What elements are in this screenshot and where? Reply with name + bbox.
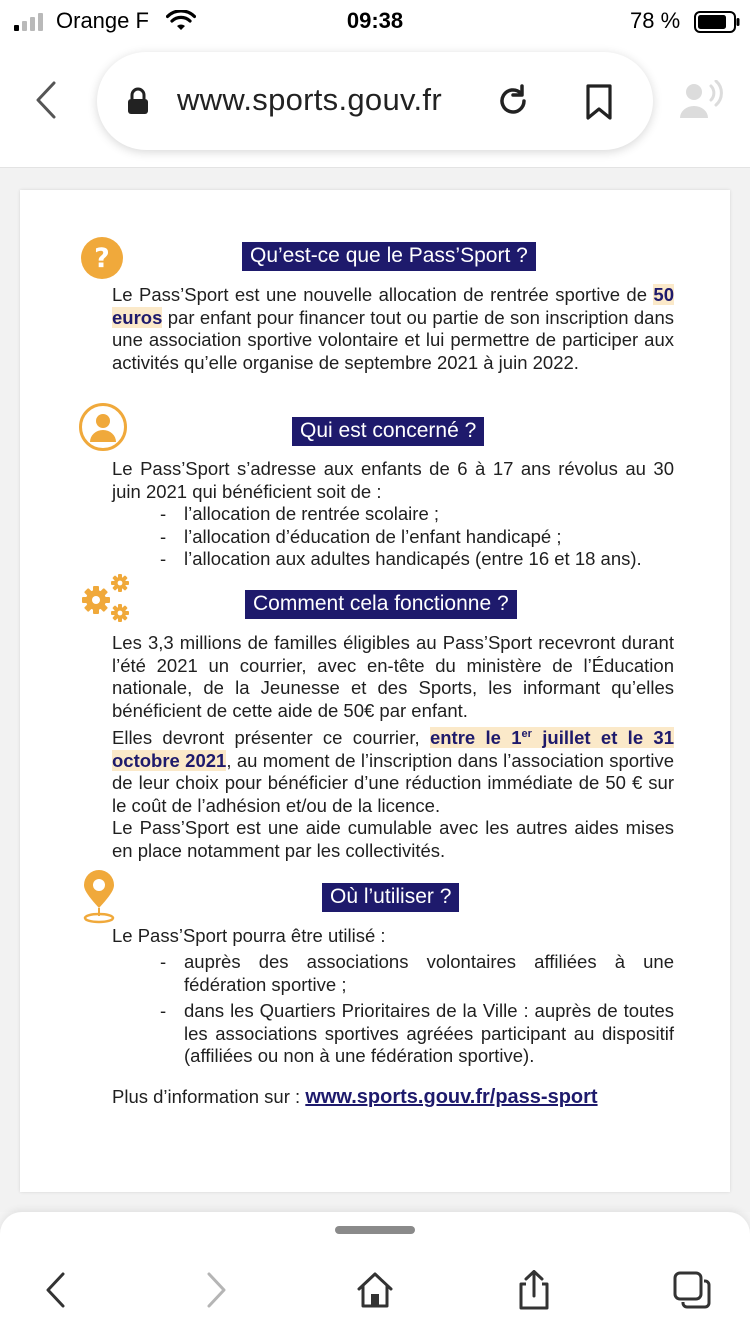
section-heading-how: Comment cela fonctionne ? <box>245 590 517 619</box>
highlight-amount: 50 euros <box>112 284 674 328</box>
battery-icon <box>694 11 740 33</box>
share-icon[interactable] <box>514 1270 554 1310</box>
section-heading-where: Où l’utiliser ? <box>322 883 459 912</box>
more-info-line <box>112 1086 674 1109</box>
superscript: er <box>521 728 532 740</box>
section-text-how-1: Les 3,3 millions de familles éligibles au Pass’Sport recevront durant l’été 2021 un courrier, avec en-tête du ministère de l’Éducation nationale, de la Jeunesse et des Sports, les informant qu’elles bénéficient de cette aide de 50€ par enfant. <box>112 632 674 721</box>
status-bar <box>0 0 750 44</box>
section-heading-who: Qui est concerné ? <box>292 417 484 446</box>
gears-icon <box>78 570 134 626</box>
clock-time: 09:38 <box>346 8 404 33</box>
home-icon[interactable] <box>355 1270 395 1310</box>
lock-icon <box>127 87 149 115</box>
question-circle-icon <box>80 236 124 280</box>
list-item: - dans les Quartiers Prioritaires de la Ville : auprès de toutes les associations sportives agréées participant au dispositif (affiliées ou non à une fédération sportive). <box>160 1000 674 1068</box>
section-text-how-3: Le Pass’Sport est une aide cumulable avec les autres aides mises en place notamment par les collectivités. <box>112 817 674 861</box>
address-bar[interactable] <box>97 52 653 150</box>
section-text-what <box>112 284 674 374</box>
text-run: Le Pass’Sport est une nouvelle allocation de rentrée sportive de <box>112 284 654 305</box>
text-run: Elles devront présenter ce courrier, <box>112 727 430 749</box>
text-run: juillet et le 31 octobre 2021 <box>112 727 674 771</box>
section-heading-what: Qu’est-ce que le Pass’Sport ? <box>242 242 536 271</box>
reload-icon[interactable] <box>495 83 531 119</box>
url-text[interactable]: www.sports.gouv.fr <box>177 82 442 117</box>
list-item: - l’allocation de rentrée scolaire ; <box>160 503 674 526</box>
text-run: entre le 1 <box>429 727 522 749</box>
battery-percent: 78 % <box>630 8 681 33</box>
eligibility-list <box>160 503 674 571</box>
usage-list <box>160 951 674 1068</box>
svg-text:?: ? <box>94 243 110 274</box>
text-run: , au moment de l’inscription dans l’association sportive de leur choix pour bénéficier d’une réduction immédiate de 50 € sur le coût de l’adhésion et/ou de la licence. <box>112 749 675 816</box>
bookmark-icon[interactable] <box>585 84 613 120</box>
list-item: - l’allocation aux adultes handicapés (entre 16 et 18 ans). <box>160 548 674 571</box>
section-text-who: Le Pass’Sport s’adresse aux enfants de 6 à 17 ans révolus au 30 juin 2021 qui bénéficient soit de : <box>112 458 674 502</box>
browser-toolbar <box>0 1212 750 1334</box>
location-pin-icon <box>80 870 118 924</box>
text-run: par enfant pour financer tout ou partie de son inscription dans une association sportive volontaire et lui permettre de participer aux activités qu’elle organise de septembre 2021 à juin 2022. <box>112 306 674 373</box>
list-item: - l’allocation d’éducation de l’enfant handicapé ; <box>160 526 674 549</box>
toolbar-grabber[interactable] <box>335 1226 415 1234</box>
back-chevron-icon[interactable] <box>32 80 60 120</box>
back-icon[interactable] <box>36 1270 76 1310</box>
forward-icon[interactable] <box>196 1270 236 1310</box>
list-item: - auprès des associations volontaires affiliées à une fédération sportive ; <box>160 951 674 996</box>
speak-reader-icon[interactable] <box>678 80 724 120</box>
more-info-label: Plus d’information sur : <box>112 1086 306 1107</box>
browser-address-area <box>0 44 750 168</box>
carrier-name: Orange F <box>56 8 149 33</box>
section-text-where: Le Pass’Sport pourra être utilisé : <box>112 925 386 946</box>
pass-sport-link[interactable]: www.sports.gouv.fr/pass-sport <box>305 1086 598 1108</box>
tabs-icon[interactable] <box>672 1270 712 1310</box>
section-text-how-2 <box>112 723 674 817</box>
pass-sport-document <box>20 190 730 1192</box>
person-circle-icon <box>78 402 128 452</box>
page-content <box>0 168 750 1212</box>
